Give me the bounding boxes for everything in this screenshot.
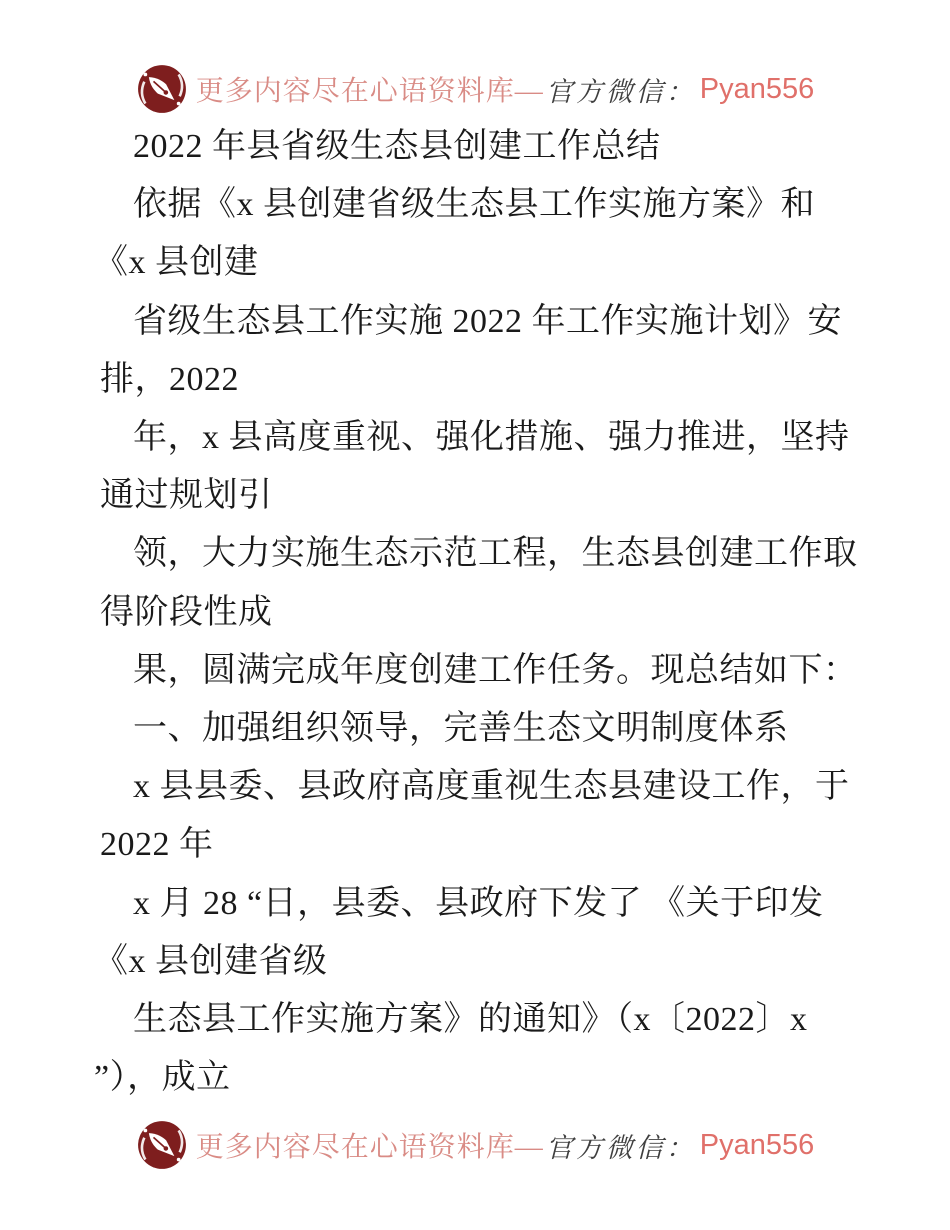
doc-line: 果，圆满完成年度创建工作任务。现总结如下： [133,651,858,689]
doc-line: 省级生态县工作实施 2022 年工作实施计划》安 [133,302,842,340]
doc-line: 排，2022 [100,360,239,398]
doc-line: 依据《x 县创建省级生态县工作实施方案》和 [133,186,815,224]
watermark-wechat-label: 官方微信： [545,76,696,107]
watermark-wechat-id: Pyan556 [699,1128,815,1161]
document-text-block [94,118,870,1107]
watermark-brand-text: 更多内容尽在心语资料库— [195,76,544,107]
doc-line: x 县县委、县政府高度重视生态县建设工作，于 [133,768,850,806]
doc-line: 《x 县创建省级 [94,942,328,980]
doc-line: 生态县工作实施方案》的通知》（x〔2022〕x [133,1001,808,1039]
doc-section-heading: 一、加强组织领导，完善生态文明制度体系 [133,710,789,748]
doc-line: 得阶段性成 [100,593,273,631]
watermark-wechat-label: 官方微信： [545,1132,696,1163]
watermark-footer [0,1116,950,1174]
pen-seal-icon [136,1119,188,1171]
watermark-header [0,60,950,118]
doc-line: 通过规划引 [100,477,273,515]
pen-seal-icon [136,63,188,115]
doc-line: 年，x 县高度重视、强化措施、强力推进，坚持 [133,419,850,457]
doc-line: 《x 县创建 [94,244,259,282]
doc-line: 领，大力实施生态示范工程，生态县创建工作取 [133,535,858,573]
watermark-brand-text: 更多内容尽在心语资料库— [195,1132,544,1163]
watermark-wechat-id: Pyan556 [699,72,815,105]
doc-title-line: 2022 年县省级生态县创建工作总结 [133,128,661,165]
doc-line: 2022 年 [100,826,214,864]
doc-line: ”），成立 [94,1059,231,1097]
doc-line: x 月 28 “日，县委、县政府下发了 《关于印发 [133,884,824,922]
